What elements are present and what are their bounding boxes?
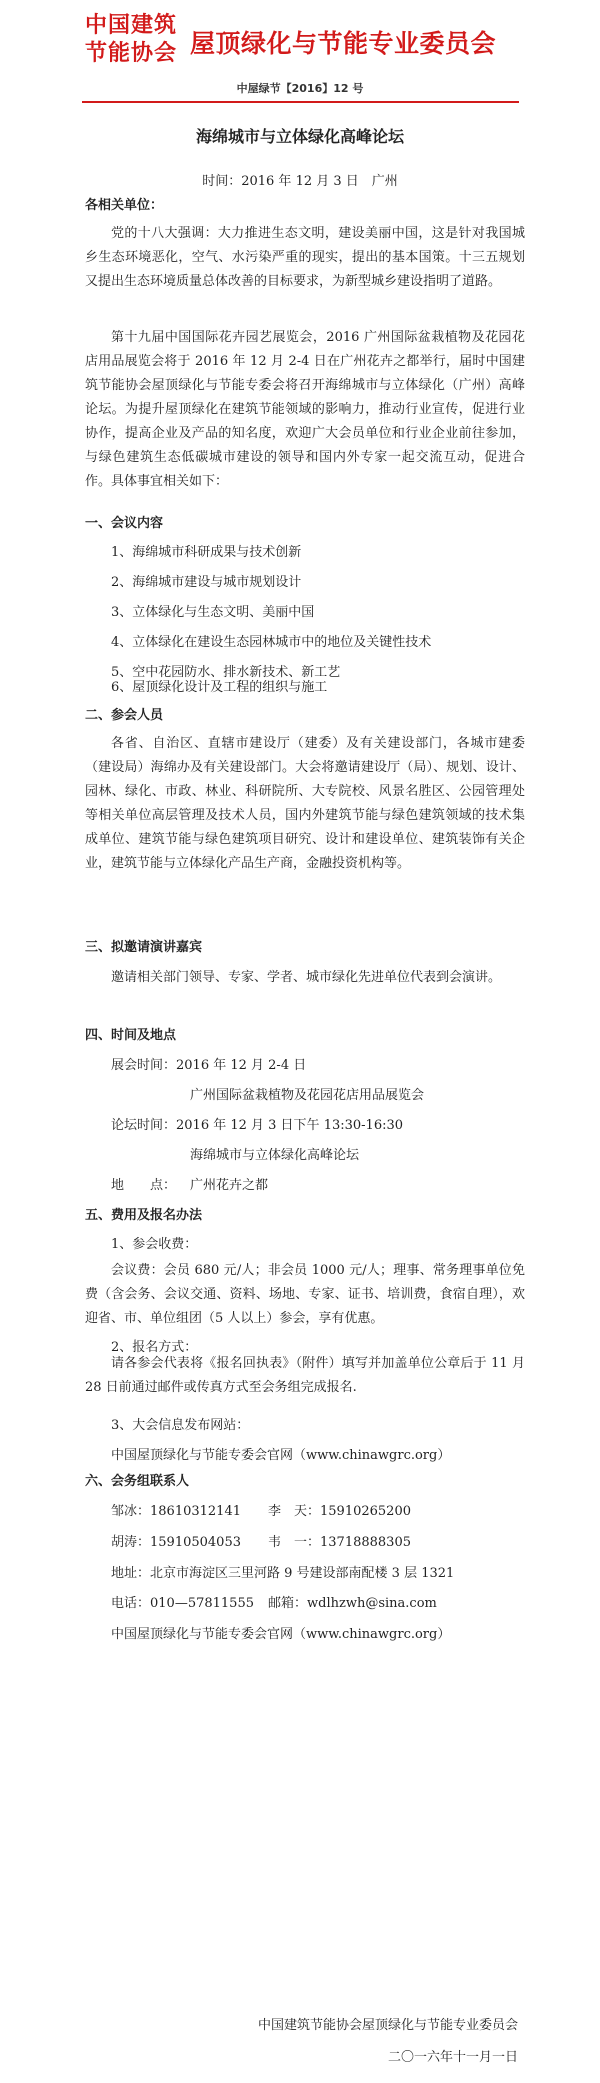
list-item: 3、立体绿化与生态文明、美丽中国 [111, 605, 315, 620]
page-title: 海绵城市与立体绿化高峰论坛 [195, 127, 404, 146]
forum-time: 论坛时间：2016 年 12 月 3 日下午 13:30-16:30 [111, 1118, 404, 1133]
section-1-heading: 一、会议内容 [85, 516, 164, 531]
list-item: 4、立体绿化在建设生态园林城市中的地位及关键性技术 [111, 635, 432, 650]
place-value: 广州花卉之都 [190, 1178, 269, 1193]
signature-org: 中国建筑节能协会屋顶绿化与节能专业委员会 [257, 2018, 518, 2033]
fee-item-heading: 1、参会收费： [111, 1237, 198, 1252]
attendees-paragraph: 各省、自治区、直辖市建设厅（建委）及有关建设部门，各城市建委（建设局）海绵办及有关建设部门。大会将邀请建设厅（局）、规划、设计、园林、绿化、市政、林业、科研院所、大专院校、风景名胜区、公园管理处等相关单位高层管理及技术人员，国内外建筑节能与绿色建筑领域的技术集成单位、建筑节能与绿色建筑项目研究、设计和建设单位、建筑装饰有关企业，建筑节能与立体绿化产品生产商，金融投资机构等。 [85, 736, 525, 871]
registration-paragraph: 请各参会代表将《报名回执表》（附件）填写并加盖单位公章后于 11 月 28 日前通过邮件或传真方式至会务组完成报名. [85, 1356, 525, 1395]
list-item: 1、海绵城市科研成果与技术创新 [111, 545, 302, 560]
section-2-heading: 二、参会人员 [85, 708, 164, 723]
committee-name: 屋顶绿化与节能专业委员会 [190, 29, 497, 58]
header-divider [82, 101, 519, 103]
contact-email[interactable]: 邮箱：wdlhzwh@sina.com [268, 1596, 437, 1611]
section-5-heading: 五、费用及报名办法 [85, 1208, 203, 1223]
footer-website-link[interactable]: 中国屋顶绿化与节能专委会官网（www.chinawgrc.org） [111, 1627, 451, 1642]
signature-date: 二〇一六年十一月一日 [387, 2050, 518, 2065]
org-logo-text [85, 12, 190, 68]
exhibit-time: 展会时间：2016 年 12 月 2-4 日 [111, 1058, 307, 1073]
contact-hu: 胡涛：15910504053 [111, 1535, 241, 1550]
intro-paragraph-2: 第十九届中国国际花卉园艺展览会，2016 广州国际盆栽植物及花园花店用品展览会将于 2016 年 12 月 2-4 日在广州花卉之都举行，届时中国建筑节能协会屋顶绿化与节能专委会将召开海绵城市与立体绿化（广州）高峰论坛。为提升屋顶绿化在建筑节能领域的影响力，推动行业宣传，促进行业协作，提高企业及产品的知名度，欢迎广大会员单位和行业企业前往参加，与绿色建筑生态低碳城市建设的领导和国内外专家一起交流互动，促进合作。具体事宜相关如下： [85, 330, 525, 489]
section-4-heading: 四、时间及地点 [85, 1028, 177, 1043]
contact-phone: 电话：010—57811555 [111, 1596, 254, 1611]
section-6-heading: 六、会务组联系人 [85, 1474, 190, 1489]
document-number: 中屋绿节【2016】12 号 [236, 82, 364, 95]
section-3-heading: 三、拟邀请演讲嘉宾 [85, 940, 203, 955]
time-line: 时间：2016 年 12 月 3 日 广州 [202, 174, 398, 189]
website-item-heading: 3、大会信息发布网站： [111, 1418, 250, 1433]
contact-li: 李 天：15910265200 [268, 1504, 411, 1519]
intro-paragraph-1: 党的十八大强调：大力推进生态文明，建设美丽中国，这是针对我国城乡生态环境恶化，空气、水污染严重的现实，提出的基本国策。十三五规划又提出生态环境质量总体改善的目标要求，为新型城乡建设指明了道路。 [85, 226, 525, 289]
org-name-line1: 中国建筑 [85, 13, 178, 38]
contact-address: 地址：北京市海淀区三里河路 9 号建设部南配楼 3 层 1321 [111, 1566, 455, 1581]
forum-name: 海绵城市与立体绿化高峰论坛 [190, 1148, 360, 1163]
contact-wei: 韦 一：13718888305 [268, 1535, 411, 1550]
list-item: 6、屋顶绿化设计及工程的组织与施工 [111, 680, 328, 695]
speakers-paragraph: 邀请相关部门领导、专家、学者、城市绿化先进单位代表到会演讲。 [111, 970, 502, 985]
place-label: 地 点： [111, 1178, 177, 1193]
contact-zou: 邹冰：18610312141 [111, 1504, 241, 1519]
salutation: 各相关单位： [85, 198, 164, 213]
list-item: 5、空中花园防水、排水新技术、新工艺 [111, 665, 341, 680]
org-name-line2: 节能协会 [85, 41, 178, 66]
website-link[interactable]: 中国屋顶绿化与节能专委会官网（www.chinawgrc.org） [111, 1448, 451, 1463]
list-item: 2、海绵城市建设与城市规划设计 [111, 575, 302, 590]
registration-item-heading: 2、报名方式： [111, 1340, 198, 1355]
exhibit-name: 广州国际盆栽植物及花园花店用品展览会 [190, 1088, 425, 1103]
fee-paragraph: 会议费：会员 680 元/人；非会员 1000 元/人；理事、常务理事单位免费（含会务、会议交通、资料、场地、专家、证书、培训费，食宿自理），欢迎省、市、单位组团（5 人以上）参会，享有优惠。 [85, 1263, 525, 1326]
